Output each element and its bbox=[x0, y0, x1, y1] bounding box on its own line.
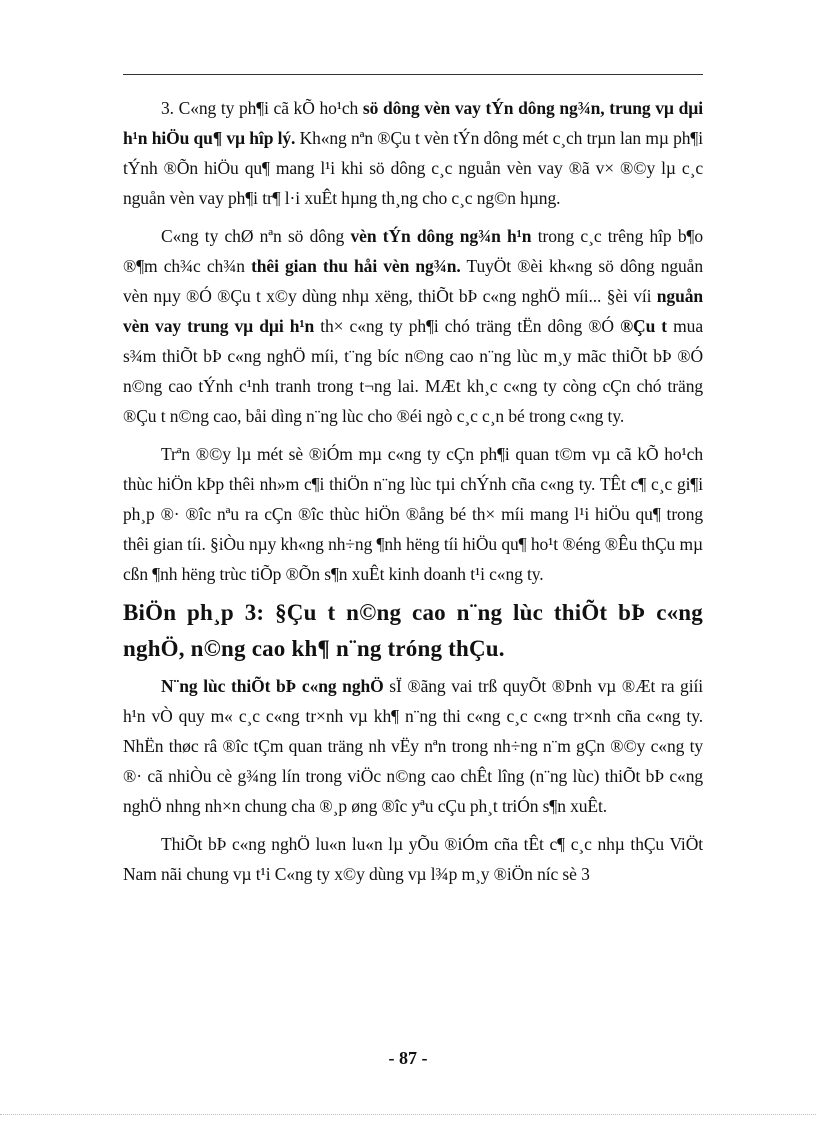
paragraph-3 bbox=[123, 439, 703, 589]
text-segment: Trªn ®©y lµ mét sè ®iÓm mµ c«ng ty cÇn ph¶i quan t©m vµ cã kÕ ho¹ch thùc hiÖn kÞp thêi nh»m c¶i thiÖn n¨ng lùc tµi chÝnh cña c«ng ty. TÊt c¶ c¸c gi¶i ph¸p ®· ®îc nªu ra cÇn ®îc thùc hiÖn ®ång bé th× míi mang l¹i hiÖu qu¶ trong thêi gian tíi. §iÒu nµy kh«ng nh÷ng ¶nh hëng tíi hiÖu qu¶ ho¹t ®éng ®Êu thÇu mµ cßn ¶nh hëng trùc tiÕp ®Õn s¶n xuÊt kinh doanh t¹i c«ng ty. bbox=[123, 444, 703, 584]
text-segment: th× c«ng ty ph¶i chó träng tËn dông ®Ó bbox=[314, 316, 621, 336]
text-segment: TuyÖt ®èi kh«ng sö dông nguån vèn nµy ®Ó ®Çu t x©y dùng nhµ xëng, thiÕt bÞ c«ng nghÖ míi... §èi víi bbox=[123, 256, 703, 306]
bold-segment: nguån vèn vay trung vµ dµi h¹n bbox=[123, 286, 703, 336]
page-number: - 87 - bbox=[388, 1048, 428, 1068]
text-segment: Kh«ng nªn ®Çu t vèn tÝn dông mét c¸ch trµn lan mµ ph¶i tÝnh ®Õn hiÖu qu¶ mang l¹i khi sö dông c¸c nguån vèn vay ®ã v× ®©y lµ c¸c nguån vèn vay ph¶i tr¶ l·i xuÊt hµng th¸ng cho c¸c ng©n hµng. bbox=[123, 128, 703, 208]
text-segment: ThiÕt bÞ c«ng nghÖ lu«n lu«n lµ yÕu ®iÓm cña tÊt c¶ c¸c nhµ thÇu ViÖt Nam nãi chung vµ t¹i C«ng ty x©y dùng vµ l¾p m¸y ®iÖn níc sè 3 bbox=[123, 834, 703, 884]
text-segment: mua s¾m thiÕt bÞ c«ng nghÖ míi, t¨ng bíc n©ng cao n¨ng lùc m¸y mãc thiÕt bÞ ®Ó n©ng cao tÝnh c¹nh tranh trong t¬ng lai. MÆt kh¸c c«ng ty còng cÇn chó träng ®Çu t n©ng cao, båi dìng n¨ng lùc cho ®éi ngò c¸c c¸n bé trong c«ng ty. bbox=[123, 316, 703, 426]
text-segment: sÏ ®ãng vai trß quyÕt ®Þnh vµ ®Æt ra giíi h¹n vÒ quy m« c¸c c«ng tr×nh vµ kh¶ n¨ng thi c«ng c¸c c«ng tr×nh cña c«ng ty. NhËn thøc râ ®îc tÇm quan träng nh vËy nªn trong nh÷ng n¨m gÇn ®©y c«ng ty ®· cã nhiÒu cè g¾ng lín trong viÖc n©ng cao chÊt lîng (n¨ng lùc) thiÕt bÞ c«ng nghÖ nhng nh×n chung cha ®¸p øng ®îc yªu cÇu ph¸t triÓn s¶n xuÊt. bbox=[123, 676, 703, 816]
bold-segment: vèn tÝn dông ng¾n h¹n bbox=[350, 226, 532, 246]
footer-rule bbox=[0, 1114, 816, 1115]
bold-segment: ®Çu t bbox=[620, 316, 668, 336]
paragraph-4 bbox=[123, 671, 703, 821]
paragraph-5 bbox=[123, 829, 703, 889]
bold-segment: sö dông vèn vay tÝn dông ng¾n, trung vµ dµi h¹n hiÖu qu¶ vµ hîp lý. bbox=[123, 98, 703, 148]
text-segment: C«ng ty chØ nªn sö dông bbox=[161, 226, 351, 246]
header-rule bbox=[123, 74, 703, 75]
page-body bbox=[123, 93, 703, 889]
section-heading: BiÖn ph¸p 3: §Çu t n©ng cao n¨ng lùc thiÕt bÞ c«ng nghÖ, n©ng cao kh¶ n¨ng tróng thÇu. bbox=[123, 600, 703, 661]
bold-segment: N¨ng lùc thiÕt bÞ c«ng nghÖ bbox=[161, 676, 384, 696]
text-segment: 3. C«ng ty ph¶i cã kÕ ho¹ch bbox=[161, 98, 363, 118]
paragraph-2 bbox=[123, 221, 703, 431]
text-segment: trong c¸c trêng hîp b¶o ®¶m ch¾c ch¾n bbox=[123, 226, 704, 276]
paragraph-1 bbox=[123, 93, 703, 213]
bold-segment: thêi gian thu håi vèn ng¾n. bbox=[251, 256, 461, 276]
